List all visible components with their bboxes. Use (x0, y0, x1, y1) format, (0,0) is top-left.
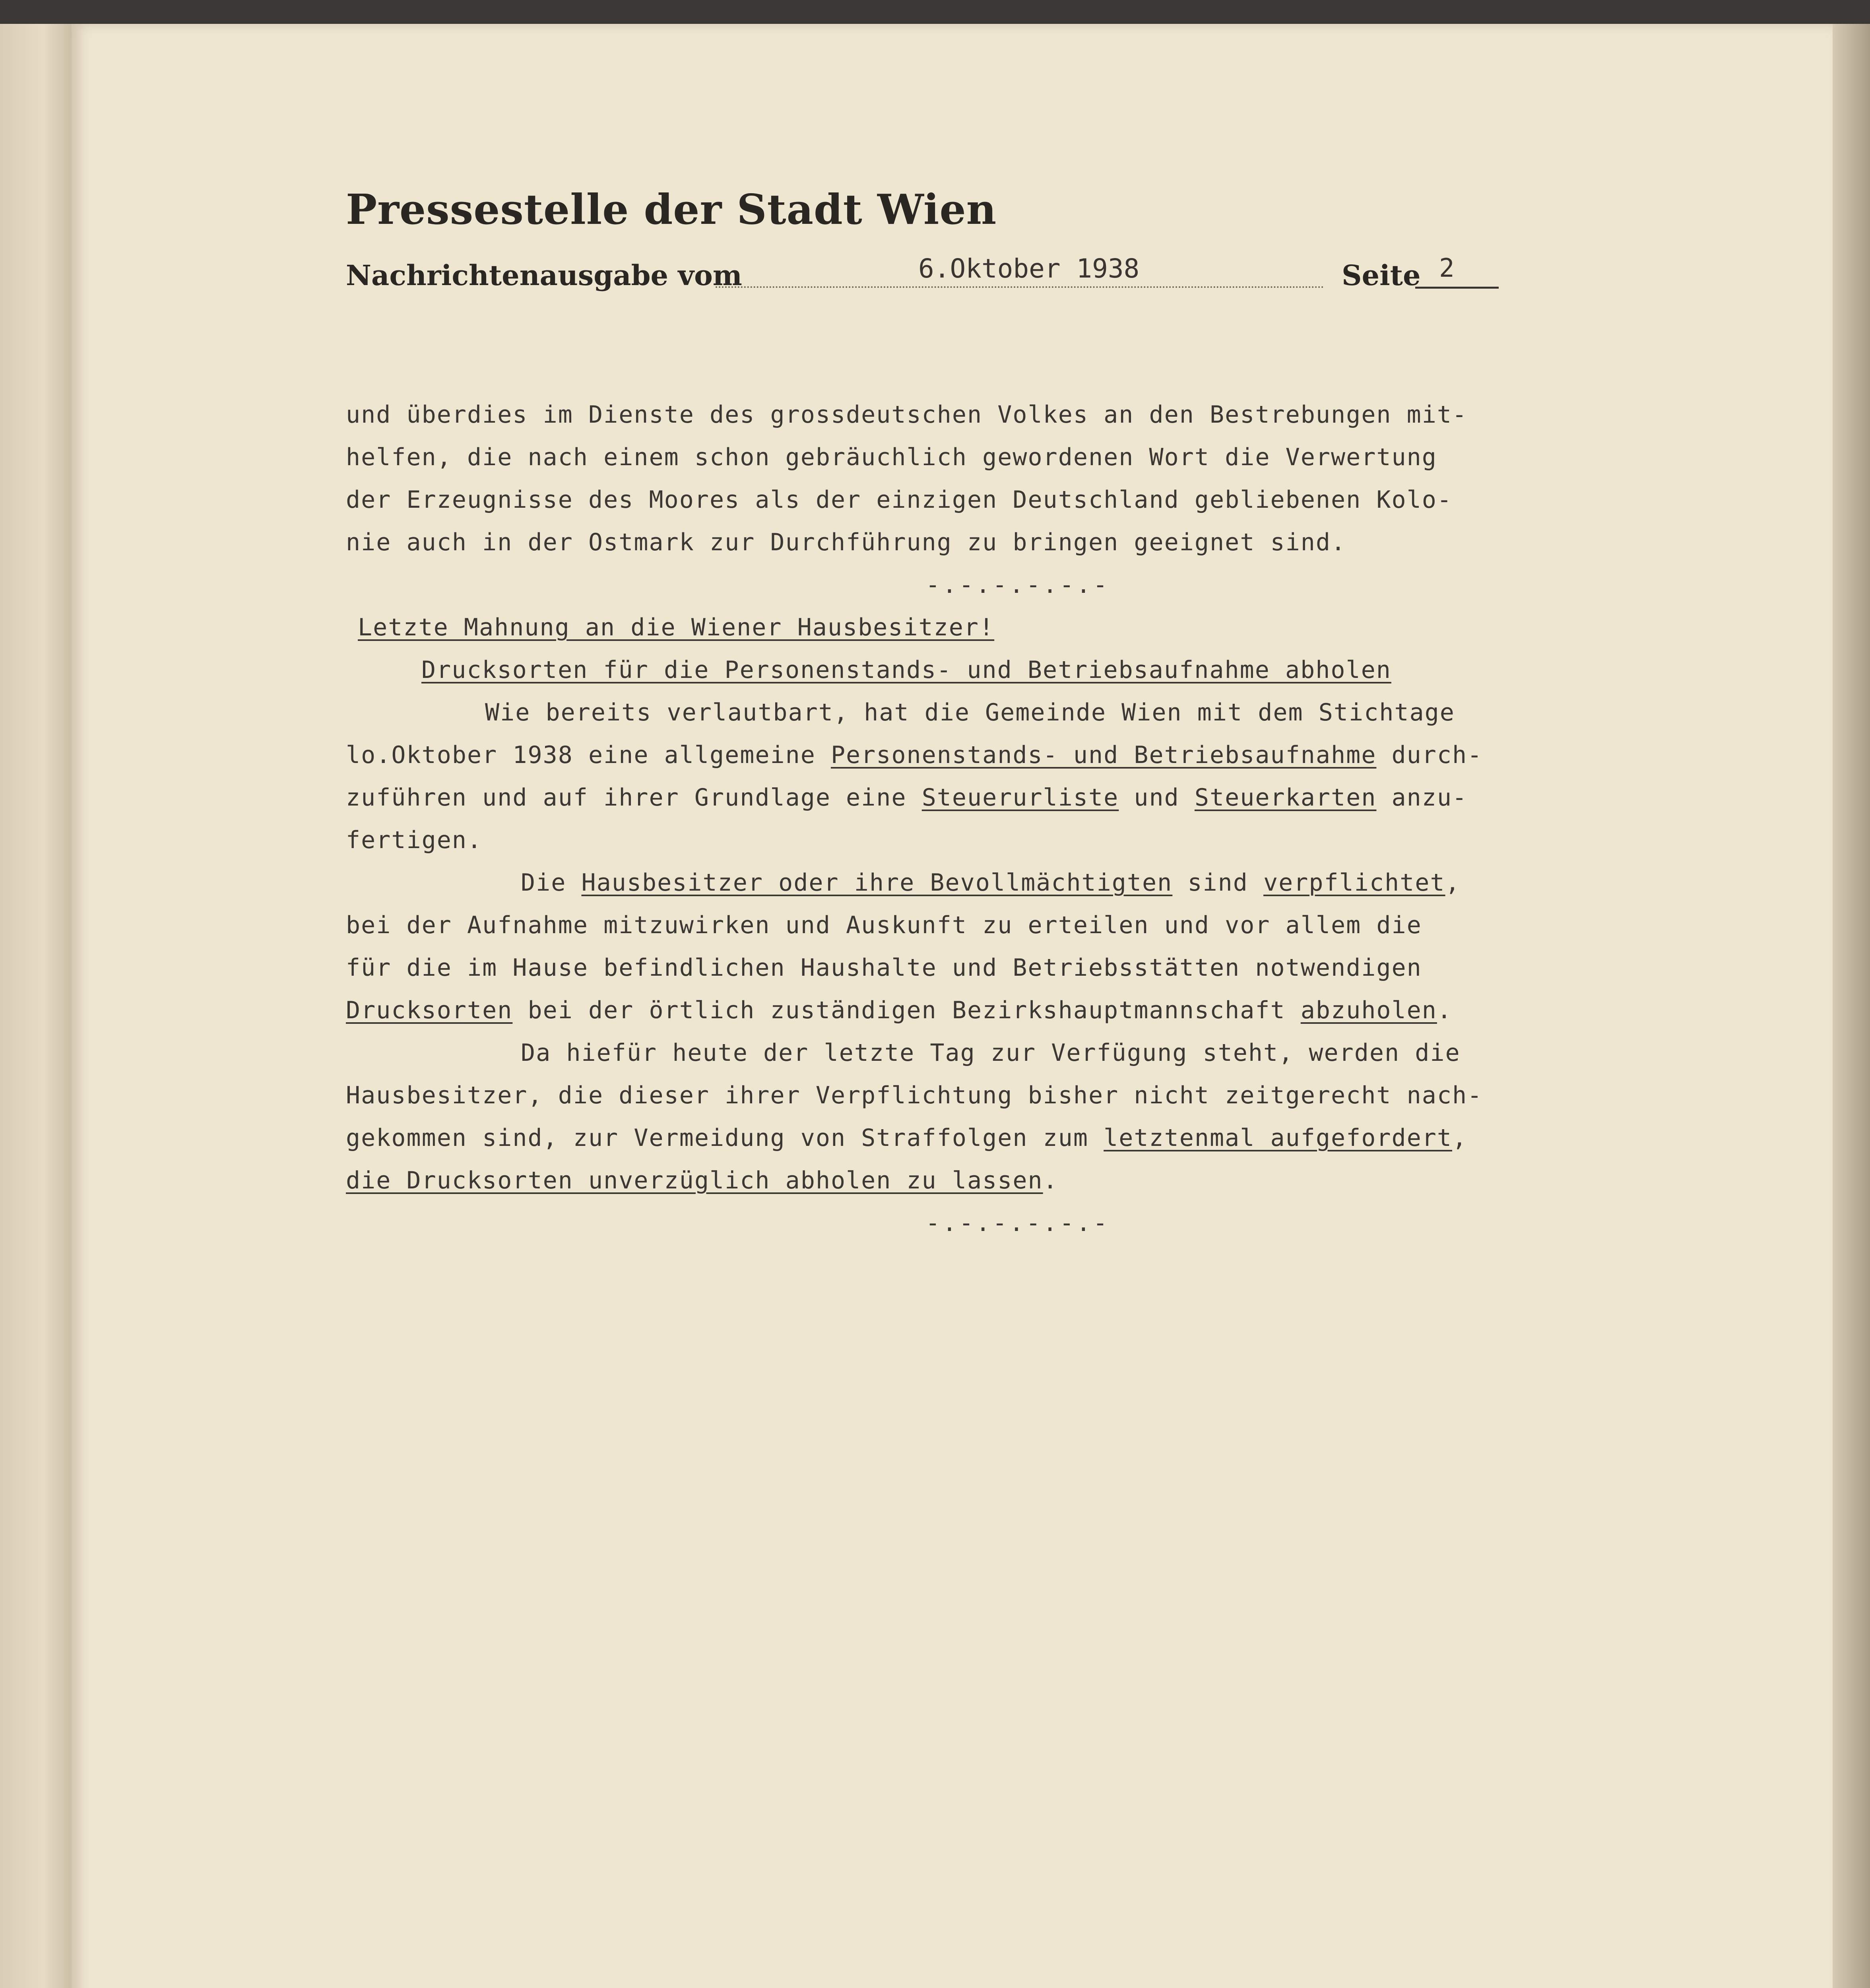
underlined-text: die Drucksorten unverzüglich abholen zu lassen (346, 1167, 1043, 1194)
edition-dotted-line (716, 286, 1324, 288)
underlined-text: Steuerurliste (921, 784, 1119, 812)
text-span: durch- (1376, 741, 1483, 769)
text-span: , (1445, 869, 1461, 897)
separator: -.-.-.-.-.- (925, 1209, 1110, 1237)
text-span: Die (521, 869, 582, 897)
edition-date: 6.Oktober 1938 (918, 253, 1140, 284)
text-span: sind (1172, 869, 1264, 897)
underlined-text: Drucksorten (346, 996, 513, 1024)
headline-2 (346, 649, 1531, 691)
edition-label: Nachrichtenausgabe vom (346, 259, 742, 292)
text-line: Hausbesitzer, die dieser ihrer Verpflichtung bisher nicht zeitgerecht nach- (346, 1081, 1483, 1109)
text-line (346, 777, 1531, 819)
underlined-text: Personenstands- und Betriebsaufnahme (830, 741, 1377, 769)
headline-1 (346, 606, 1531, 649)
text-line (346, 989, 1531, 1032)
text-line: fertigen. (346, 826, 483, 854)
text-span: anzu- (1376, 784, 1468, 812)
text-span: gekommen sind, zur Vermeidung von Straffolgen zum (346, 1124, 1104, 1152)
page-rule (1415, 287, 1499, 289)
text-line (346, 862, 1531, 904)
text-span: zuführen und auf ihrer Grundlage eine (346, 784, 922, 812)
text-span: lo.Oktober 1938 eine allgemeine (346, 741, 831, 769)
text-line (346, 734, 1531, 777)
text-line: helfen, die nach einem schon gebräuchlich gewordenen Wort die Verwertung (346, 443, 1437, 471)
page-number: 2 (1439, 254, 1455, 283)
text-span: bei der örtlich zuständigen Bezirkshauptmannschaft (512, 996, 1301, 1024)
text-line: der Erzeugnisse des Moores als der einzigen Deutschland gebliebenen Kolo- (346, 486, 1452, 514)
text-span: . (1437, 996, 1452, 1024)
letterhead-title: Pressestelle der Stadt Wien (346, 185, 997, 234)
page-stack-edge (1833, 24, 1870, 1988)
text-line: nie auch in der Ostmark zur Durchführung zu bringen geeignet sind. (346, 528, 1346, 556)
text-span: , (1452, 1124, 1468, 1152)
underlined-text: Steuerkarten (1194, 784, 1377, 812)
text-line: bei der Aufnahme mitzuwirken und Auskunft zu erteilen und vor allem die (346, 911, 1422, 939)
text-span: . (1043, 1167, 1058, 1194)
document-body (346, 394, 1531, 1244)
page-label: Seite (1342, 259, 1421, 292)
separator: -.-.-.-.-.- (925, 571, 1110, 599)
text-line: für die im Hause befindlichen Haushalte und Betriebsstätten notwendigen (346, 954, 1422, 982)
underlined-text: letztenmal aufgefordert (1104, 1124, 1452, 1152)
text-line (346, 1117, 1531, 1159)
text-span: und (1119, 784, 1195, 812)
previous-page-edge (0, 24, 72, 1988)
underlined-text: verpflichtet (1263, 869, 1445, 897)
headline-2-text: Drucksorten für die Personenstands- und Betriebsaufnahme abholen (421, 656, 1391, 684)
text-line: und überdies im Dienste des grossdeutschen Volkes an den Bestrebungen mit- (346, 401, 1468, 429)
underlined-text: abzuholen (1300, 996, 1437, 1024)
text-line: Da hiefür heute der letzte Tag zur Verfügung steht, werden die (521, 1039, 1461, 1067)
headline-1-text: Letzte Mahnung an die Wiener Hausbesitzer! (358, 613, 995, 641)
underlined-text: Hausbesitzer oder ihre Bevollmächtigten (581, 869, 1173, 897)
letterhead (346, 187, 1499, 292)
text-line (346, 1159, 1531, 1202)
text-line: Wie bereits verlautbart, hat die Gemeinde Wien mit dem Stichtage (485, 699, 1455, 726)
letterhead-info-row (346, 248, 1499, 292)
